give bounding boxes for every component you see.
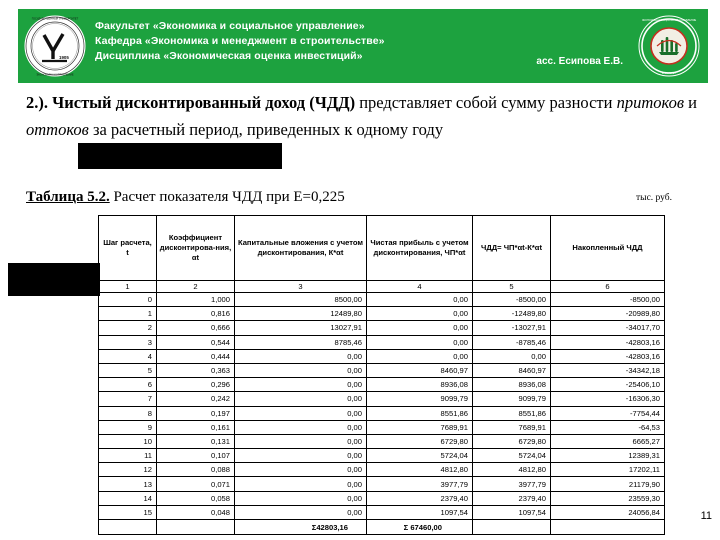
- cell-chdd: 1097,54: [473, 505, 551, 519]
- cell-coefficient: 0,071: [157, 477, 235, 491]
- table-units-label: тыс. руб.: [636, 193, 672, 203]
- cell-capital: 0,00: [235, 378, 367, 392]
- cell-profit: 0,00: [367, 321, 473, 335]
- cell-accumulated: -42803,16: [551, 335, 665, 349]
- table-title: Расчет показателя ЧДД при Е=0,225: [109, 189, 345, 205]
- cell-capital: 0,00: [235, 349, 367, 363]
- chdd-calculation-table-wrapper: [98, 215, 664, 535]
- author-credit: асс. Есипова Е.В.: [536, 56, 623, 67]
- cell-accumulated: -25406,10: [551, 378, 665, 392]
- cell-accumulated: -34342,18: [551, 363, 665, 377]
- total-step: [99, 520, 157, 535]
- cell-coefficient: 0,444: [157, 349, 235, 363]
- table-caption: [26, 189, 345, 206]
- page-number: 11: [700, 510, 712, 522]
- cell-chdd: 0,00: [473, 349, 551, 363]
- cell-coefficient: 0,048: [157, 505, 235, 519]
- cell-step: 15: [99, 505, 157, 519]
- cell-accumulated: -42803,16: [551, 349, 665, 363]
- colnum-2: 2: [157, 281, 235, 293]
- table-row: [99, 420, 665, 434]
- table-row: [99, 477, 665, 491]
- cell-coefficient: 0,544: [157, 335, 235, 349]
- table-body: [99, 293, 665, 535]
- th-capital-investments: Капитальные вложения с учетом дисконтирования, К*αt: [235, 216, 367, 281]
- cell-coefficient: 0,107: [157, 449, 235, 463]
- cell-coefficient: 0,197: [157, 406, 235, 420]
- department-line: Кафедра «Экономика и менеджмент в строительстве»: [95, 34, 385, 47]
- cell-capital: 13027,91: [235, 321, 367, 335]
- total-profit: Σ 67460,00: [367, 520, 473, 535]
- cell-accumulated: -64,53: [551, 420, 665, 434]
- cell-step: 0: [99, 293, 157, 307]
- cell-capital: 0,00: [235, 406, 367, 420]
- colnum-1: 1: [99, 281, 157, 293]
- cell-capital: 0,00: [235, 505, 367, 519]
- cell-coefficient: 0,058: [157, 491, 235, 505]
- cell-capital: 12489,80: [235, 307, 367, 321]
- cell-profit: 4812,80: [367, 463, 473, 477]
- cell-accumulated: 23559,30: [551, 491, 665, 505]
- cell-accumulated: -16306,30: [551, 392, 665, 406]
- discipline-line: Дисциплина «Экономическая оценка инвестиций»: [95, 49, 363, 62]
- cell-capital: 8785,46: [235, 335, 367, 349]
- banner-text-block: [95, 19, 385, 64]
- cell-profit: 0,00: [367, 335, 473, 349]
- cell-accumulated: 24056,84: [551, 505, 665, 519]
- cell-coefficient: 1,000: [157, 293, 235, 307]
- total-accumulated: [551, 520, 665, 535]
- cell-coefficient: 0,296: [157, 378, 235, 392]
- cell-chdd: 7689,91: [473, 420, 551, 434]
- cell-chdd: 3977,79: [473, 477, 551, 491]
- cell-chdd: 2379,40: [473, 491, 551, 505]
- redaction-box-left: [8, 263, 100, 296]
- svg-text:1905: 1905: [59, 55, 69, 60]
- paragraph-text-1: представляет собой сумму разности: [355, 93, 617, 112]
- colnum-5: 5: [473, 281, 551, 293]
- paragraph-term: Чистый дисконтированный доход (ЧДД): [48, 93, 356, 112]
- paragraph-outflows: оттоков: [26, 119, 89, 139]
- cell-step: 7: [99, 392, 157, 406]
- cell-capital: 0,00: [235, 392, 367, 406]
- cell-capital: 0,00: [235, 477, 367, 491]
- paragraph-number: 2.).: [26, 93, 48, 112]
- faculty-seal-logo: [637, 14, 701, 78]
- cell-profit: 1097,54: [367, 505, 473, 519]
- table-row: [99, 434, 665, 448]
- th-step: Шаг расчета, t: [99, 216, 157, 281]
- paragraph-conjunction: и: [683, 93, 697, 112]
- table-column-number-row: [99, 281, 665, 293]
- cell-profit: 6729,80: [367, 434, 473, 448]
- table-row: [99, 363, 665, 377]
- svg-text:ЭКОНОМИКА И СОЦИАЛЬНОЕ УПРАВЛЕ: ЭКОНОМИКА И СОЦИАЛЬНОЕ УПРАВЛЕНИЕ: [641, 19, 697, 23]
- cell-chdd: -8785,46: [473, 335, 551, 349]
- table-total-row: [99, 520, 665, 535]
- cell-capital: 8500,00: [235, 293, 367, 307]
- table-row: [99, 293, 665, 307]
- cell-profit: 0,00: [367, 349, 473, 363]
- cell-step: 2: [99, 321, 157, 335]
- cell-profit: 7689,91: [367, 420, 473, 434]
- cell-accumulated: 6665,27: [551, 434, 665, 448]
- svg-text:ФАКУЛЬТЕТ: ФАКУЛЬТЕТ: [661, 72, 677, 75]
- table-row: [99, 491, 665, 505]
- cell-profit: 5724,04: [367, 449, 473, 463]
- cell-accumulated: -8500,00: [551, 293, 665, 307]
- cell-coefficient: 0,816: [157, 307, 235, 321]
- table-row: [99, 449, 665, 463]
- cell-step: 9: [99, 420, 157, 434]
- cell-profit: 8551,86: [367, 406, 473, 420]
- cell-coefficient: 0,666: [157, 321, 235, 335]
- cell-accumulated: 12389,31: [551, 449, 665, 463]
- table-row: [99, 335, 665, 349]
- colnum-4: 4: [367, 281, 473, 293]
- presentation-header-banner: [18, 9, 708, 83]
- cell-capital: 0,00: [235, 434, 367, 448]
- cell-step: 12: [99, 463, 157, 477]
- cell-step: 10: [99, 434, 157, 448]
- cell-profit: 9099,79: [367, 392, 473, 406]
- cell-step: 5: [99, 363, 157, 377]
- cell-chdd: -12489,80: [473, 307, 551, 321]
- total-chdd: [473, 520, 551, 535]
- cell-capital: 0,00: [235, 449, 367, 463]
- th-accumulated-chdd: Накопленный ЧДД: [551, 216, 665, 281]
- cell-step: 6: [99, 378, 157, 392]
- definition-paragraph: [26, 90, 702, 143]
- cell-chdd: 8460,97: [473, 363, 551, 377]
- cell-chdd: -13027,91: [473, 321, 551, 335]
- cell-chdd: -8500,00: [473, 293, 551, 307]
- chdd-calculation-table: [98, 215, 665, 535]
- table-header-row: [99, 216, 665, 281]
- cell-accumulated: 21179,90: [551, 477, 665, 491]
- cell-profit: 0,00: [367, 293, 473, 307]
- cell-chdd: 5724,04: [473, 449, 551, 463]
- cell-chdd: 8551,86: [473, 406, 551, 420]
- university-seal-logo: [23, 14, 87, 78]
- table-row: [99, 463, 665, 477]
- cell-profit: 8936,08: [367, 378, 473, 392]
- table-label: Таблица 5.2.: [26, 189, 110, 205]
- cell-capital: 0,00: [235, 463, 367, 477]
- table-row: [99, 321, 665, 335]
- svg-text:ГОСУДАРСТВЕННЫЙ УНИВЕРСИТЕТ: ГОСУДАРСТВЕННЫЙ УНИВЕРСИТЕТ: [31, 17, 79, 21]
- cell-step: 8: [99, 406, 157, 420]
- table-head: [99, 216, 665, 293]
- table-row: [99, 406, 665, 420]
- cell-accumulated: -7754,44: [551, 406, 665, 420]
- paragraph-text-2: за расчетный период, приведенных к одному году: [88, 119, 444, 139]
- th-discount-coefficient: Коэффициент дисконтирова-ния, αt: [157, 216, 235, 281]
- th-chdd: ЧДД= ЧП*αt-К*αt: [473, 216, 551, 281]
- cell-coefficient: 0,363: [157, 363, 235, 377]
- cell-profit: 0,00: [367, 307, 473, 321]
- cell-step: 14: [99, 491, 157, 505]
- cell-accumulated: -20989,80: [551, 307, 665, 321]
- faculty-line: Факультет «Экономика и социальное управление»: [95, 20, 365, 32]
- th-net-profit: Чистая прибыль с учетом дисконтирования, ЧП*αt: [367, 216, 473, 281]
- total-capital: Σ42803,16: [235, 520, 367, 535]
- table-row: [99, 378, 665, 392]
- cell-step: 4: [99, 349, 157, 363]
- cell-chdd: 4812,80: [473, 463, 551, 477]
- cell-step: 3: [99, 335, 157, 349]
- cell-coefficient: 0,242: [157, 392, 235, 406]
- table-row: [99, 505, 665, 519]
- table-row: [99, 307, 665, 321]
- paragraph-inflows: притоков: [616, 93, 684, 112]
- cell-chdd: 6729,80: [473, 434, 551, 448]
- cell-step: 11: [99, 449, 157, 463]
- redaction-box-upper: [78, 143, 282, 169]
- cell-capital: 0,00: [235, 420, 367, 434]
- cell-coefficient: 0,088: [157, 463, 235, 477]
- cell-capital: 0,00: [235, 491, 367, 505]
- svg-text:ЭКОНОМИКА И УПРАВЛЕНИЕ: ЭКОНОМИКА И УПРАВЛЕНИЕ: [36, 73, 74, 77]
- colnum-3: 3: [235, 281, 367, 293]
- cell-step: 13: [99, 477, 157, 491]
- cell-profit: 2379,40: [367, 491, 473, 505]
- table-row: [99, 349, 665, 363]
- cell-chdd: 8936,08: [473, 378, 551, 392]
- colnum-6: 6: [551, 281, 665, 293]
- table-row: [99, 392, 665, 406]
- cell-step: 1: [99, 307, 157, 321]
- cell-profit: 3977,79: [367, 477, 473, 491]
- cell-coefficient: 0,131: [157, 434, 235, 448]
- cell-chdd: 9099,79: [473, 392, 551, 406]
- cell-coefficient: 0,161: [157, 420, 235, 434]
- cell-capital: 0,00: [235, 363, 367, 377]
- cell-accumulated: 17202,11: [551, 463, 665, 477]
- total-coefficient: [157, 520, 235, 535]
- cell-profit: 8460,97: [367, 363, 473, 377]
- cell-accumulated: -34017,70: [551, 321, 665, 335]
